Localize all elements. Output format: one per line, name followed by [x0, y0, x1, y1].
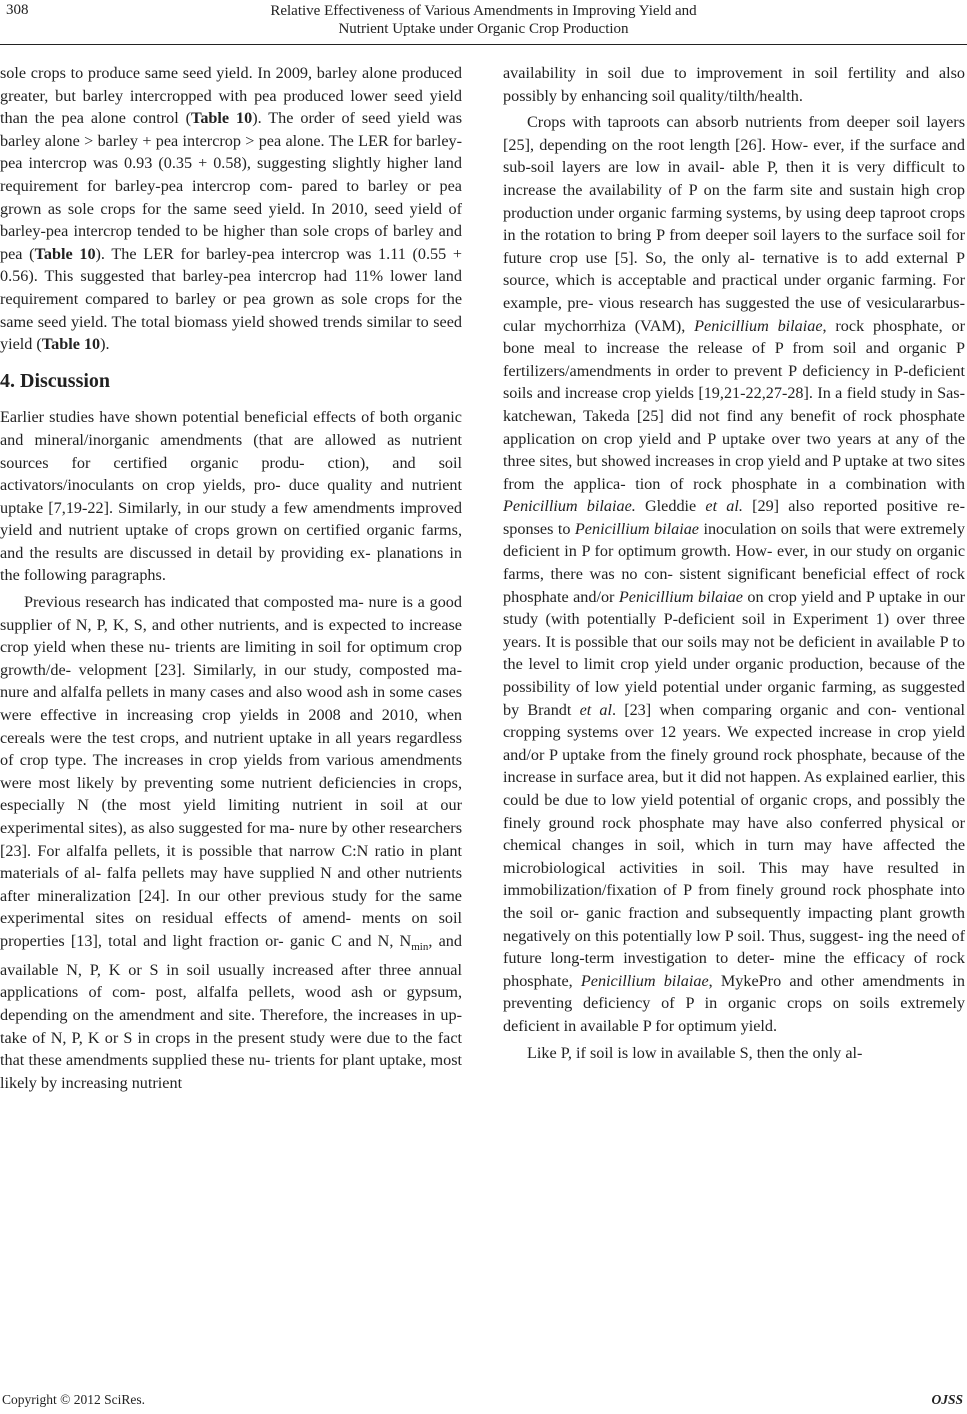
footer-copyright: Copyright © 2012 SciRes.	[2, 1392, 146, 1407]
species-name: Penicillium bilaiae	[580, 971, 709, 990]
species-name: Penicillium bilaiae	[694, 316, 823, 335]
paragraph-results-continued: sole crops to produce same seed yield. In 2009, barley alone produced greater, but barley intercropped with pea produced lower seed yield than the pea alone control (Table 10). The order of seed yield was barley alone > barley + pea intercrop > pea alone. The LER for barley-pea intercrop was 0.93 (0.35 + 0.58), suggesting slightly higher land requirement for barley-pea intercrop com- pared to barley or pea grown as sole crops for the same seed yield. In 2010, seed yield of barley-pea intercrop tended to be higher than sole crops of barley and pea (Table 10). The LER for barley-pea intercrop was 1.11 (0.55 + 0.56). This suggested that barley-pea intercrop had 11% lower land requirement compared to barley or pea grown as sole crops for the same seed yield. The total biomass yield showed trends similar to seed yield (Table 10).	[0, 64, 463, 354]
paragraph-taproots: Crops with taproots can absorb nutrients from deeper soil layers [25], depending on the root length [26]. How- ever, if the surface and sub-soil layers are low in avail- able P, then it is very difficult to increase the availability of P on the farm site and sustain high crop production under organic farming systems, by using deep taproot crops in the rotation to bring P from deeper soil layers to the surface soil for future crop use [5]. So, the only al- ternative is to add external P source, which is acceptable and practical under organic farming. For example, pre- vious research has suggested the use of vesiculararbus- cular mychorrhiza (VAM), Penicillium bilaiae, rock phosphate, or bone meal to increase the release of P from soil and organic P fertilizers/amendments in order to prevent P deficiency in P-deficient soils and increase crop yields [19,21-22,27-28]. In a field study in Sas- katchewan, Takeda [25] did not find any benefit of rock phosphate application on crop yield and P uptake over two years at any of the three sites, but showed increases in crop yield and P uptake at two sites from the applica- tion of rock phosphate in a combination with Penicillium bilaiae. Gleddie et al. [29] also reported positive re- sponses to Penicillium bilaiae inoculation on soils that were extremely deficient in P for optimum growth. How- ever, in our study on organic farms, there was no con- sistent significant beneficial effect of rock phosphate and/or Penicillium bilaiae on crop yield and P uptake in our study (with potentially P-deficient soil in Experiment 1) over three years. It is possible that our soils may not be deficient in available P to the level to limit crop yield under organic production, because of the possibility of low yield potential under organic farming, as suggested by Brandt et al. [23] when comparing organic and con- ventional cropping systems over 12 years. We expected increase in crop yield and/or P uptake from the finely ground rock phosphate, because of the increase in surface area, but it did not happen. As explained earlier, this could be due to low yield potential of organic crops, and possibly the finely ground rock phosphate may have also conferred physical or chemical changes in soil, which in turn may have affected the microbiological activities in soil. This may have resulted in immobilization/fixation of P from finely ground rock phosphate into the soil or- ganic fraction and subsequently impacting plant growth negatively on this potentially low P soil. Thus, suggest- ing the need of future long-term investigation to deter- mine the efficacy of rock phosphate, Penicillium bilaiae, MykePro and other amendments in preventing deficiency of P in organic crops on soils extremely deficient in available P for optimum yield.	[503, 113, 966, 1035]
et-al: et al	[579, 700, 612, 719]
section-heading: 4. Discussion	[0, 369, 111, 392]
table-reference: Table 10	[41, 335, 101, 354]
right-column	[503, 62, 965, 1064]
table-reference: Table 10	[191, 109, 253, 128]
paragraph-discussion-intro: Earlier studies have shown potential beneficial effects of both organic and mineral/inorganic amendments (that are allowed as nutrient sources for certified organic produ- ction), and soil activators/inoculants on crop yields, pro- duce quality and nutrient uptake [7,19-22]. Similarly, in our study a few amendments improved yield and nutrient uptake of crops grown on certified organic farms, and the results are discussed in detail by providing ex- planations in the following paragraphs.	[0, 408, 462, 585]
paragraph-sulfur: Like P, if soil is low in available S, then the only al-	[527, 1043, 863, 1062]
subscript-min: min	[411, 941, 429, 954]
header-rule	[0, 44, 967, 45]
table-reference: Table 10	[34, 244, 96, 263]
running-header-line2: Nutrient Uptake under Organic Crop Production	[338, 21, 629, 37]
left-column	[0, 62, 462, 1094]
species-name: Penicillium bilaiae	[574, 519, 699, 538]
footer-journal: OJSS	[931, 1392, 963, 1407]
running-header-line1: Relative Effectiveness of Various Amendments in Improving Yield and	[270, 3, 697, 19]
species-name: Penicillium bilaiae.	[503, 497, 636, 516]
species-name: Penicillium bilaiae	[618, 587, 743, 606]
paragraph-availability: availability in soil due to improvement in soil fertility and also possibly by enhancing soil quality/tilth/health.	[503, 64, 965, 105]
paragraph-compost: Previous research has indicated that composted ma- nure is a good supplier of N, P, K, S, and other nutrients, and is expected to increase crop yield when these nu- trients are limiting in soil for optimum crop growth/de- velopment [23]. Similarly, in our study, composted ma- nure and alfalfa pellets in many cases and also wood ash in some cases were effective in increasing crop yields in 2008 and 2010, when cereals were the test crops, and nutrient uptake in all years regardless of crop type. The increases in crop yields from various amendments were most likely by preventing some nutrient deficiencies in crops, especially N (the most yield limiting nutrient in soil at our experimental sites), as also suggested for ma- nure by other researchers [23]. For alfalfa pellets, it is possible that narrow C:N ratio in plant materials of al- falfa pellets may have supplied N and other nutrients after mineralization [24]. In our other previous study for the same experimental sites on residual effects of amend- ments on soil properties [13], total and light fraction or- ganic C and N, $N_{min}$, and available N, P, K or S in soil usually increased after three annual applications of com- post, alfalfa pellets, wood ash or gypsum, depending on the amendment and site. Therefore, the increases in up- take of N, P, K or S in crops in the present study were due to the fact that these amendments supplied these nu- trients for plant uptake, most likely by increasing nutrient	[0, 593, 462, 1092]
et-al: et al.	[705, 497, 743, 516]
running-header	[0, 2, 967, 38]
page-number: 308	[6, 2, 29, 18]
